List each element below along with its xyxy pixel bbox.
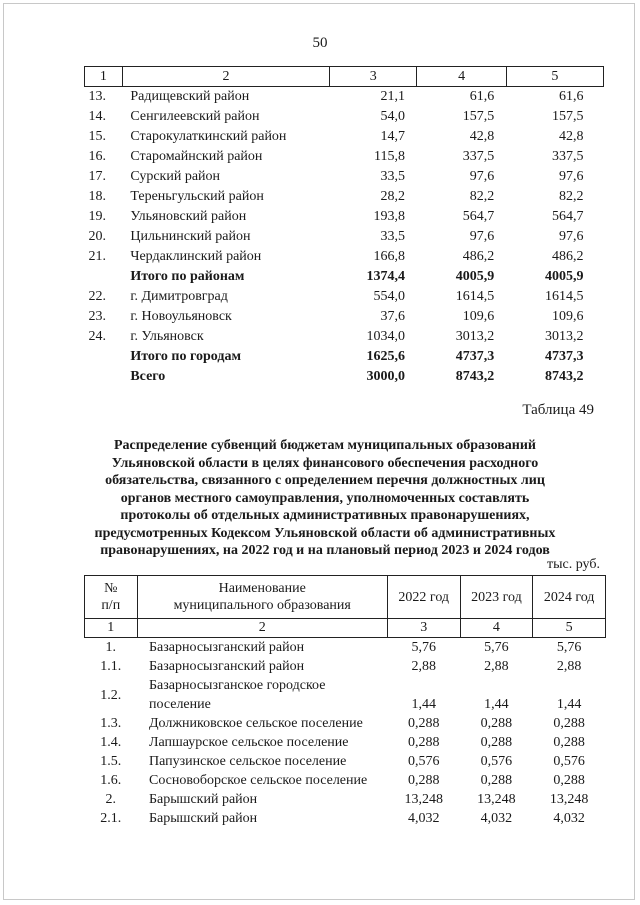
row-number <box>85 267 123 287</box>
row-value-3: 1,44 <box>556 697 582 712</box>
row-name: Должниковское сельское поселение <box>149 716 363 731</box>
row-value-3: 0,288 <box>553 735 585 750</box>
row-value-3: 5,76 <box>556 640 582 655</box>
table-49-label: Таблица 49 <box>522 402 594 418</box>
header-cell: 2 <box>122 67 329 87</box>
title-line: правонарушениях, на 2022 год и на плановый период 2023 и 2024 годов <box>100 543 550 558</box>
head-number-line1: № <box>104 581 118 596</box>
row-value-2: 109,6 <box>462 309 495 324</box>
head-2022: 2022 год <box>387 576 460 619</box>
row-number: 1. <box>105 640 116 655</box>
row-number: 22. <box>88 289 106 304</box>
row-value-1: 21,1 <box>380 89 405 104</box>
head-2024: 2024 год <box>533 576 606 619</box>
row-value-3: 42,8 <box>559 129 584 144</box>
table-row <box>85 790 606 809</box>
table-row <box>85 307 604 327</box>
row-number: 24. <box>88 329 106 344</box>
row-value-3: 1614,5 <box>545 289 584 304</box>
header-cell: 4 <box>417 67 506 87</box>
row-number: 1.1. <box>100 659 122 674</box>
table-row <box>85 638 606 658</box>
row-number: 19. <box>88 209 106 224</box>
row-value-3: 61,6 <box>559 89 584 104</box>
row-number: 2. <box>105 792 116 807</box>
row-value-1: 166,8 <box>373 249 405 264</box>
row-value-2: 97,6 <box>469 229 495 244</box>
row-value-2: 0,288 <box>480 773 513 788</box>
table-row <box>85 107 604 127</box>
row-value-1: 0,576 <box>407 754 440 769</box>
row-number: 14. <box>88 109 106 124</box>
row-value-2: 157,5 <box>462 109 495 124</box>
table-row <box>85 809 606 828</box>
row-name: Тереньгульский район <box>130 189 264 204</box>
row-name: Радищевский район <box>130 89 250 104</box>
row-name: г. Димитровград <box>130 289 228 304</box>
row-value-3: 337,5 <box>552 149 584 164</box>
header-cell: 1 <box>85 67 123 87</box>
row-name: Базарносызганский район <box>149 659 305 674</box>
title-line: Ульяновской области в целях финансового обеспечения расходного <box>111 455 539 471</box>
title-line: Распределение субвенций бюджетам муниципальных образований <box>114 438 536 453</box>
row-name: Ульяновский район <box>130 209 247 224</box>
row-value-2: 8743,2 <box>455 369 495 384</box>
table-row <box>85 87 604 108</box>
row-number: 21. <box>88 249 106 264</box>
table-49-head-row <box>85 576 606 619</box>
row-value-3: 8743,2 <box>545 369 584 384</box>
row-value-1: 0,288 <box>407 773 440 788</box>
table-49 <box>84 575 606 828</box>
row-value-1: 33,5 <box>380 229 405 244</box>
row-value-1: 554,0 <box>373 289 405 304</box>
row-name: Итого по районам <box>130 269 245 284</box>
row-number: 1.4. <box>100 735 122 750</box>
row-value-1: 0,288 <box>407 716 440 731</box>
row-value-2: 13,248 <box>477 792 516 807</box>
row-value-1: 5,76 <box>411 640 436 655</box>
row-value-1: 54,0 <box>380 109 405 124</box>
table-row <box>85 247 604 267</box>
row-value-2: 0,288 <box>480 716 513 731</box>
row-value-1: 33,5 <box>380 169 405 184</box>
row-value-3: 0,288 <box>553 773 585 788</box>
row-value-2: 3013,2 <box>455 329 495 344</box>
row-value-3: 486,2 <box>552 249 584 264</box>
table-48-body <box>85 87 604 388</box>
row-name: г. Новоульяновск <box>130 309 232 324</box>
row-value-2: 0,288 <box>480 735 513 750</box>
row-value-3: 4,032 <box>553 811 585 826</box>
row-value-1: 4,032 <box>407 811 440 826</box>
row-value-1: 1374,4 <box>366 269 405 284</box>
row-name: Базарносызганский район <box>149 640 305 655</box>
head-number-cell <box>85 576 138 619</box>
row-value-2: 61,6 <box>469 89 495 104</box>
title-line: органов местного самоуправления, уполномоченных составлять <box>120 490 530 506</box>
table-49-numbering-row <box>85 619 606 638</box>
row-number: 2.1. <box>100 811 122 826</box>
row-name: Старомайнский район <box>130 149 263 164</box>
table-row <box>85 367 604 387</box>
row-value-2: 5,76 <box>484 640 509 655</box>
row-name: Барышский район <box>149 811 258 826</box>
row-value-1: 2,88 <box>411 659 436 674</box>
row-name: Базарносызганское городское поселение <box>149 678 326 712</box>
row-value-3: 4737,3 <box>545 349 584 364</box>
row-number: 13. <box>88 89 106 104</box>
row-value-3: 157,5 <box>552 109 584 124</box>
row-value-1: 14,7 <box>380 129 405 144</box>
row-value-2: 82,2 <box>469 189 495 204</box>
row-value-2: 564,7 <box>462 209 495 224</box>
row-name: Сурский район <box>130 169 221 184</box>
row-number: 1.2. <box>100 687 122 703</box>
row-name: Итого по городам <box>130 349 242 364</box>
table-row <box>85 676 606 714</box>
table-row <box>85 227 604 247</box>
head-number-line2: п/п <box>101 598 121 613</box>
table-row <box>85 127 604 147</box>
row-name: Цильнинский район <box>130 229 251 244</box>
table-49-body <box>85 638 606 829</box>
row-name: г. Ульяновск <box>130 329 204 344</box>
row-value-2: 97,6 <box>469 169 495 184</box>
head-name-cell <box>137 576 387 619</box>
title-line: предусмотренных Кодексом Ульяновской области об административных <box>94 525 556 541</box>
row-value-2: 1614,5 <box>455 289 495 304</box>
row-number: 18. <box>88 189 106 204</box>
row-value-3: 109,6 <box>552 309 584 324</box>
header-cell: 5 <box>506 67 603 87</box>
page-number: 50 <box>312 35 328 51</box>
row-name: Лапшаурское сельское поселение <box>149 735 349 750</box>
row-number: 20. <box>88 229 106 244</box>
table-row <box>85 771 606 790</box>
row-name: Барышский район <box>149 792 258 807</box>
table-row <box>85 167 604 187</box>
row-value-2: 486,2 <box>462 249 495 264</box>
row-value-1: 115,8 <box>373 149 405 164</box>
table-row <box>85 347 604 367</box>
row-number <box>85 367 123 387</box>
row-value-3: 3013,2 <box>545 329 584 344</box>
row-value-1: 13,248 <box>404 792 443 807</box>
row-value-3: 97,6 <box>559 229 584 244</box>
row-value-3: 97,6 <box>559 169 584 184</box>
table-row <box>85 207 604 227</box>
table-row <box>85 714 606 733</box>
row-value-3: 564,7 <box>552 209 584 224</box>
row-name: Старокулаткинский район <box>130 129 287 144</box>
row-value-3: 0,576 <box>553 754 585 769</box>
row-value-2: 4,032 <box>480 811 513 826</box>
header-cell: 3 <box>387 619 460 638</box>
row-value-2: 4005,9 <box>455 269 495 284</box>
row-value-3: 82,2 <box>559 189 584 204</box>
table-48-continuation <box>84 66 604 387</box>
table-row <box>85 752 606 771</box>
row-name: Папузинское сельское поселение <box>149 754 347 769</box>
row-name: Сосновоборское сельское поселение <box>149 773 368 788</box>
row-name: Чердаклинский район <box>130 249 262 264</box>
table-row <box>85 187 604 207</box>
row-name: Всего <box>130 369 166 384</box>
head-2023: 2023 год <box>460 576 533 619</box>
row-value-1: 37,6 <box>380 309 405 324</box>
header-cell: 4 <box>460 619 533 638</box>
row-value-1: 193,8 <box>373 209 405 224</box>
units-label: тыс. руб. <box>547 557 600 572</box>
header-cell: 3 <box>330 67 417 87</box>
table-row <box>85 287 604 307</box>
row-name: Сенгилеевский район <box>130 109 260 124</box>
table-row <box>85 657 606 676</box>
row-number: 1.5. <box>100 754 122 769</box>
row-value-2: 1,44 <box>484 697 509 712</box>
title-line: обязательства, связанного с определением перечня должностных лиц <box>105 473 545 488</box>
row-value-2: 42,8 <box>469 129 495 144</box>
row-number: 23. <box>88 309 106 324</box>
row-value-2: 2,88 <box>484 659 509 674</box>
head-name-line2: муниципального образования <box>173 598 351 613</box>
row-value-3: 0,288 <box>553 716 585 731</box>
row-number: 15. <box>88 129 106 144</box>
row-value-2: 4737,3 <box>455 349 495 364</box>
table-row <box>85 267 604 287</box>
header-cell: 2 <box>137 619 387 638</box>
row-value-1: 3000,0 <box>366 369 405 384</box>
row-value-1: 0,288 <box>407 735 440 750</box>
header-cell: 5 <box>533 619 606 638</box>
row-value-2: 337,5 <box>462 149 495 164</box>
row-value-1: 1034,0 <box>366 329 405 344</box>
row-value-1: 28,2 <box>380 189 405 204</box>
table-row <box>85 327 604 347</box>
row-value-3: 13,248 <box>549 792 589 807</box>
row-number <box>85 347 123 367</box>
table-row <box>85 147 604 167</box>
row-number: 1.3. <box>100 716 122 731</box>
row-number: 16. <box>88 149 106 164</box>
table-48-header-row <box>85 67 604 87</box>
header-cell: 1 <box>85 619 138 638</box>
head-name-line1: Наименование <box>218 581 306 596</box>
row-number: 17. <box>88 169 106 184</box>
row-value-1: 1625,6 <box>366 349 405 364</box>
title-line: протоколы об отдельных административных правонарушениях, <box>120 508 530 523</box>
table-49-title <box>80 437 570 560</box>
table-row <box>85 733 606 752</box>
row-value-1: 1,44 <box>411 697 436 712</box>
row-value-3: 2,88 <box>556 659 582 674</box>
row-number: 1.6. <box>100 773 122 788</box>
row-value-3: 4005,9 <box>545 269 584 284</box>
row-value-2: 0,576 <box>480 754 513 769</box>
